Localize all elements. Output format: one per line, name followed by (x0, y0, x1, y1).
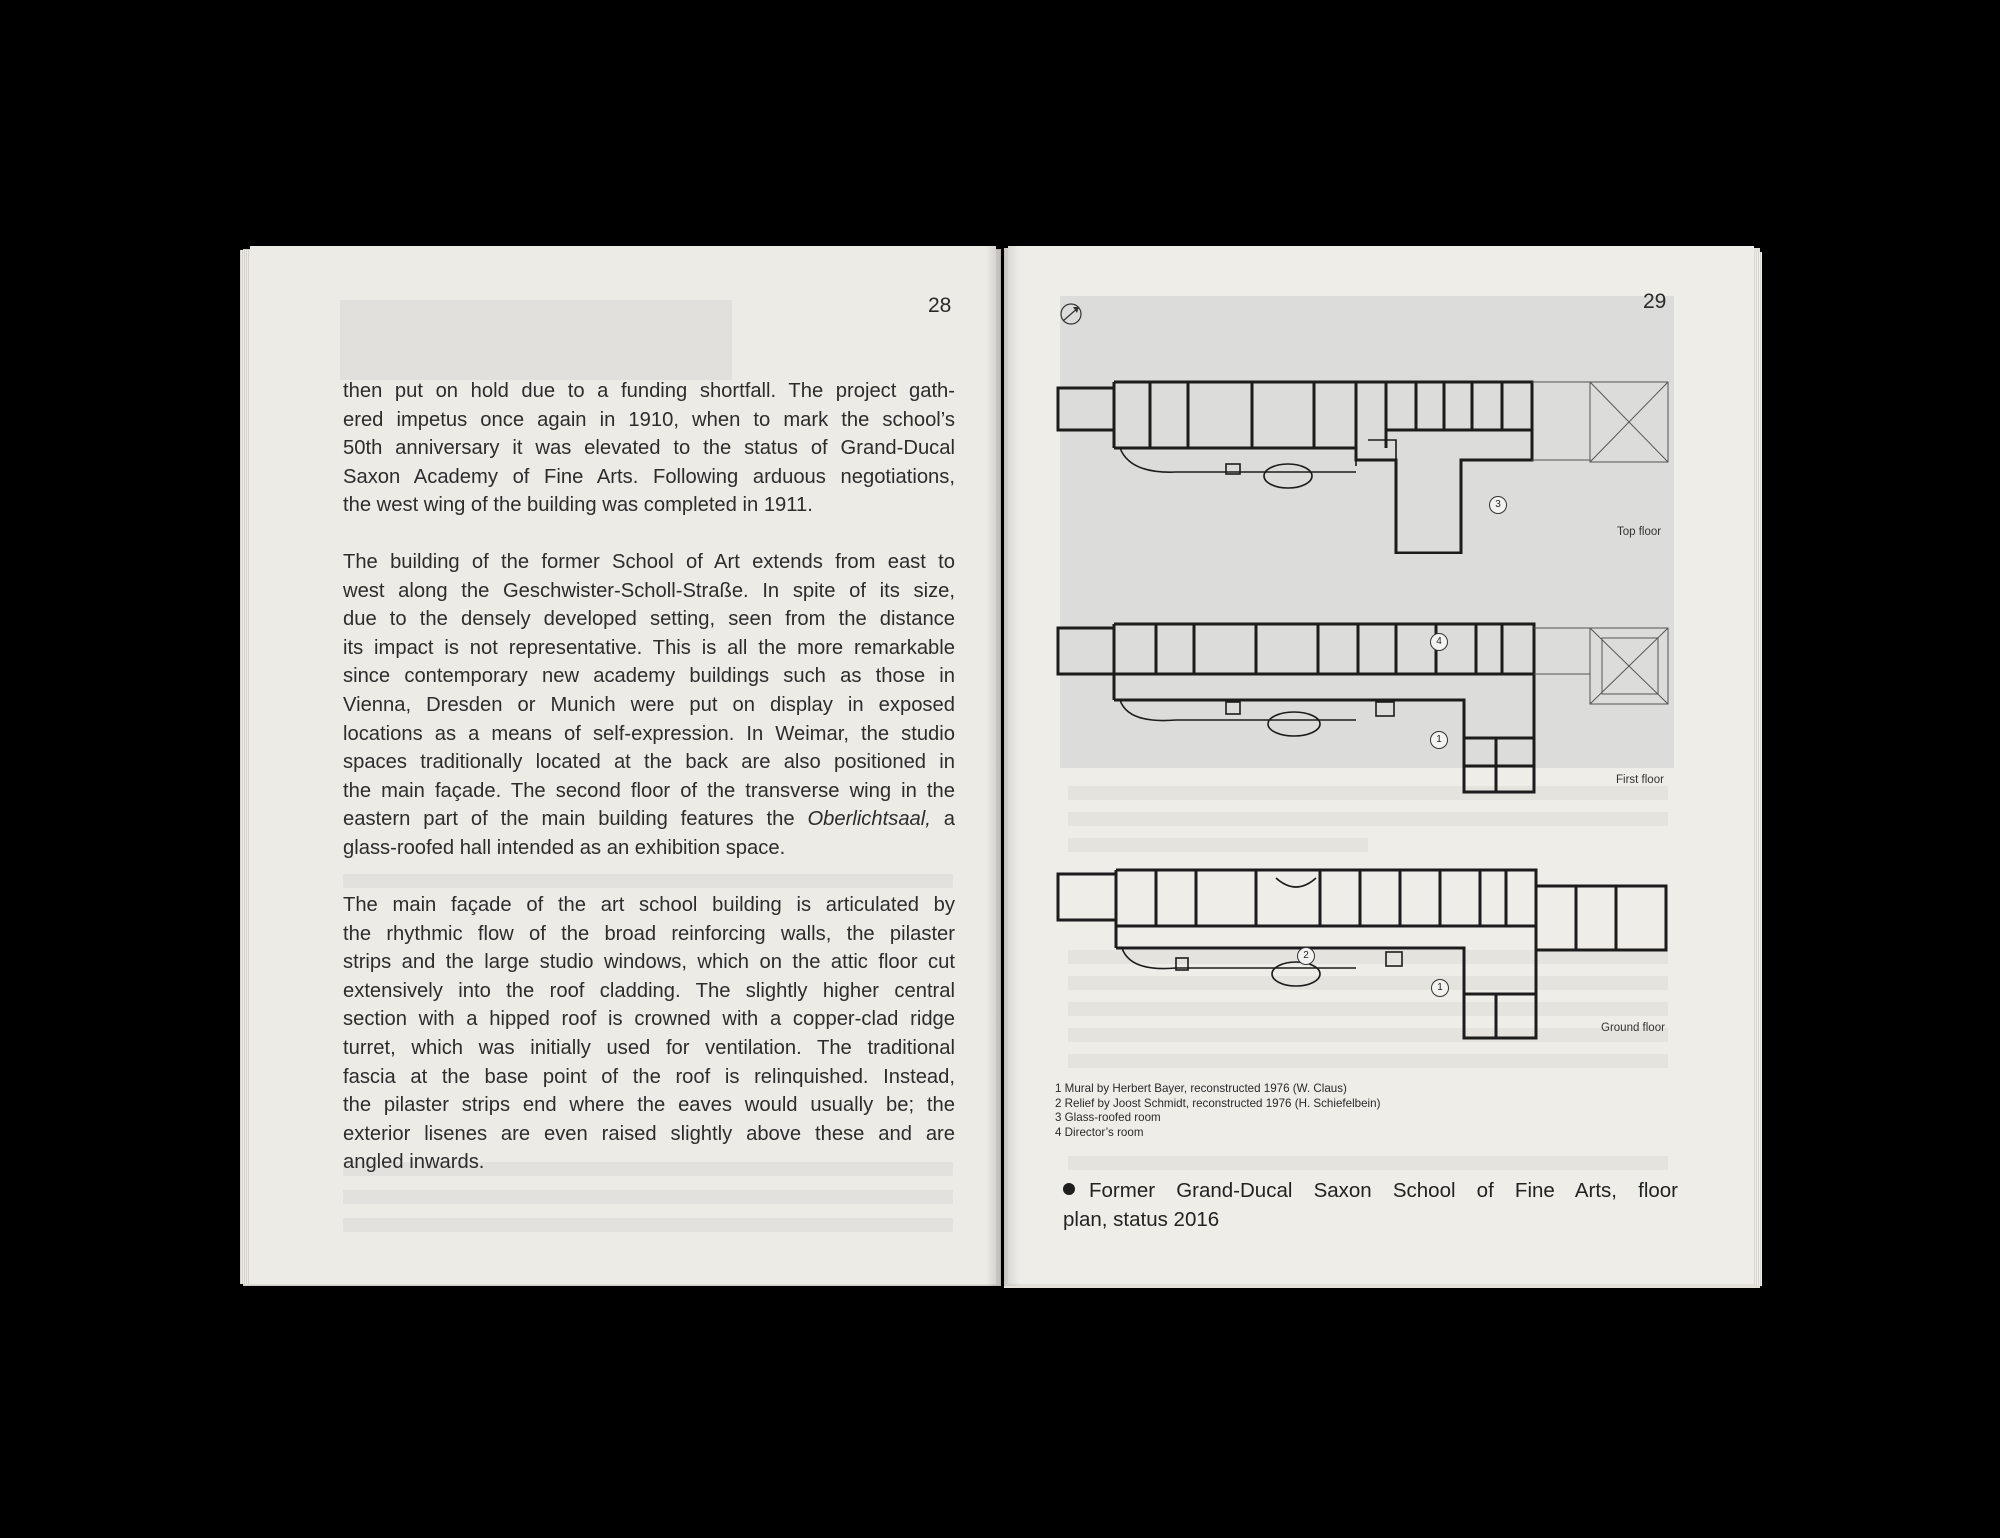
north-arrow-icon (1059, 302, 1083, 326)
text-line: then put on hold due to a funding shortfall. The project gath- (343, 380, 955, 402)
text-line: the rhythmic flow of the broad reinforcing walls, the pilaster (343, 922, 955, 945)
text-line: The main façade of the art school building is articulated by (343, 894, 955, 916)
show-through-line (343, 1218, 953, 1232)
text-line: fascia at the base point of the roof is relinquished. Instead, (343, 1065, 955, 1088)
text-line: turret, which was initially used for ventilation. The traditional (343, 1036, 955, 1059)
text-line: extensively into the roof cladding. The slightly higher central (343, 979, 955, 1002)
show-through-image (340, 300, 732, 380)
text-line: since contemporary new academy buildings such as those in (343, 665, 955, 688)
show-through-line (343, 874, 953, 888)
text-line: the west wing of the building was completed in 1911. (343, 494, 813, 517)
left-page-edges (240, 250, 250, 1284)
plan-marker: 4 (1430, 633, 1448, 651)
top-floor-plan (1056, 378, 1676, 554)
plan-marker: 1 (1431, 979, 1449, 997)
text-line: due to the densely developed setting, seen from the distance (343, 608, 955, 631)
text-line: its impact is not representative. This is all the more remarkable (343, 636, 955, 659)
book-gutter (986, 246, 1020, 1286)
figure-caption (1063, 1177, 1678, 1234)
text-line: The building of the former School of Art extends from east to (343, 551, 955, 573)
text-line: ered impetus once again in 1910, when to mark the school’s (343, 408, 955, 431)
legend-item: 2 Relief by Joost Schmidt, reconstructed 1976 (H. Schiefelbein) (1055, 1096, 1381, 1110)
text-line: Vienna, Dresden or Munich were put on display in exposed (343, 693, 955, 716)
show-through-line (1068, 1054, 1668, 1068)
paragraph-2 (343, 548, 955, 863)
page-number-left: 28 (928, 294, 952, 317)
caption-text: Former Grand-Ducal Saxon School of Fine Arts, floor (1089, 1179, 1678, 1202)
plan-marker: 1 (1430, 731, 1448, 749)
page-number-right: 29 (1643, 290, 1667, 313)
italic-term: Oberlichtsaal, (807, 808, 931, 831)
text-line: the pilaster strips end where the eaves would usually be; the (343, 1094, 955, 1117)
text-line: exterior lisenes are even raised slightly above these and are (343, 1122, 955, 1145)
show-through-line (1068, 812, 1668, 826)
plan-marker: 2 (1297, 947, 1315, 965)
plan-legend (1055, 1082, 1380, 1140)
paragraph-1 (343, 377, 955, 520)
text-line: angled inwards. (343, 1151, 485, 1174)
plan-label-ground-floor: Ground floor (1601, 1022, 1665, 1034)
text-line: strips and the large studio windows, which on the attic floor cut (343, 951, 955, 974)
bullet-icon (1063, 1183, 1075, 1195)
caption-line-2: plan, status 2016 (1063, 1207, 1220, 1231)
paragraph-3 (343, 891, 955, 1177)
right-page-edges (1754, 252, 1762, 1286)
text-line: Saxon Academy of Fine Arts. Following arduous negotiations, (343, 465, 955, 488)
text-line: spaces traditionally located at the back are also positioned in (343, 751, 955, 774)
plan-label-top-floor: Top floor (1617, 526, 1662, 538)
text-line: section with a hipped roof is crowned with a copper-clad ridge (343, 1008, 955, 1031)
first-floor-plan (1056, 620, 1676, 796)
plan-label-first-floor: First floor (1616, 774, 1664, 786)
text-line: glass-roofed hall intended as an exhibition space. (343, 836, 786, 859)
show-through-line (1068, 1156, 1668, 1170)
text-line: 50th anniversary it was elevated to the status of Grand-Ducal (343, 437, 955, 460)
text-line-with-italic: eastern part of the main building features the Oberlichtsaal, a (343, 808, 955, 831)
legend-item: 1 Mural by Herbert Bayer, reconstructed 1976 (W. Claus) (1055, 1082, 1347, 1095)
legend-item: 3 Glass-roofed room (1055, 1111, 1161, 1125)
text-line: the main façade. The second floor of the transverse wing in the (343, 779, 955, 802)
text-line: locations as a means of self-expression. In Weimar, the studio (343, 722, 955, 745)
text-line: west along the Geschwister-Scholl-Straße. In spite of its size, (343, 579, 955, 602)
show-through-line (1068, 838, 1368, 852)
caption-line-1 (1063, 1177, 1678, 1206)
legend-item: 4 Director’s room (1055, 1125, 1144, 1139)
show-through-line (343, 1190, 953, 1204)
ground-floor-plan (1056, 866, 1676, 1042)
plan-marker: 3 (1489, 496, 1507, 514)
